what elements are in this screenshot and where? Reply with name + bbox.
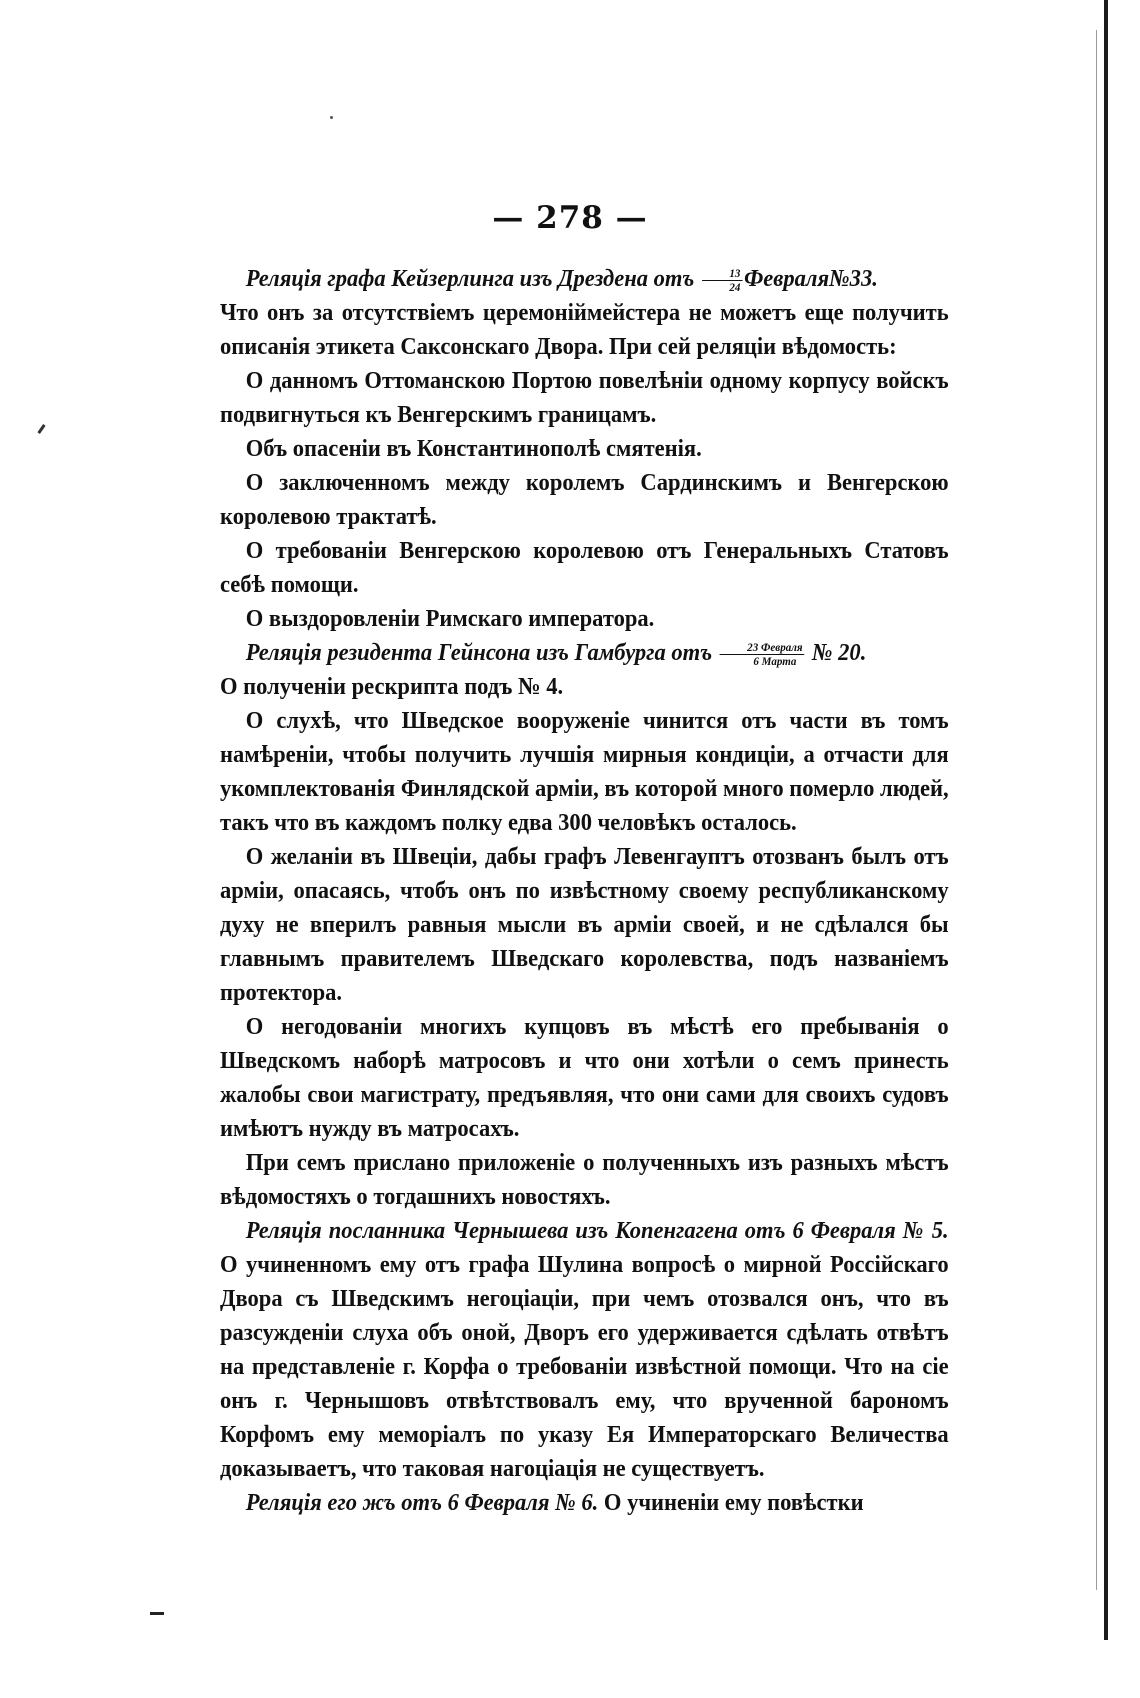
entry-3 xyxy=(220,1214,949,1486)
entry-1-title-end: Февраля№33. xyxy=(744,265,878,292)
entry-2-body: О полученіи рескрипта подъ № 4. xyxy=(220,673,564,700)
date-numerator: 23 Февраля xyxy=(720,641,805,655)
list-item: О заключенномъ между королемъ Сардинскимъ и Венгерскою королевою трактатѣ. xyxy=(220,469,949,530)
entry-2-title: Реляція резидента Гейнсона изъ Гамбурга отъ xyxy=(245,639,713,666)
entry-2-date-fraction xyxy=(720,641,805,668)
entry-4-title: Реляція его жъ отъ 6 Февраля xyxy=(245,1489,550,1516)
print-speck xyxy=(150,1612,164,1615)
entry-4-body: О учиненіи ему повѣстки xyxy=(603,1489,864,1516)
list-item: О данномъ Оттоманскою Портою повелѣніи одному корпусу войскъ подвигнуться къ Венгерскимъ границамъ. xyxy=(220,367,949,428)
list-item: При семъ прислано приложеніе о полученныхъ изъ разныхъ мѣстъ вѣдомостяхъ о тогдашнихъ новостяхъ. xyxy=(220,1149,949,1210)
entry-3-title: Реляція посланника Чернышева изъ Копенгагена отъ 6 Февраля xyxy=(245,1217,896,1244)
list-item: О желаніи въ Швеціи, дабы графъ Левенгауптъ отозванъ былъ отъ арміи, опасаясь, чтобъ онъ по извѣстному своему республиканскому духу не вперилъ равныя мысли въ арміи своей, и не сдѣлался бы главнымъ правителемъ Шведскаго королевства, подъ названіемъ протектора. xyxy=(220,843,949,1006)
list-item: О слухѣ, что Шведское вооруженіе чинится отъ части въ томъ намѣреніи, чтобы получить лучшія мирныя кондиціи, а отчасти для укомплектованія Финлядской арміи, въ которой много померло людей, такъ что въ каждомъ полку едва 300 человѣкъ осталось. xyxy=(220,707,949,836)
print-speck xyxy=(330,116,333,119)
entry-2 xyxy=(220,636,949,670)
page-edge-line xyxy=(1104,0,1108,1640)
print-speck xyxy=(37,424,45,434)
document-body xyxy=(220,262,949,1520)
list-item: О требованіи Венгерскою королевою отъ Генеральныхъ Статовъ себѣ помощи. xyxy=(220,537,949,598)
entry-1 xyxy=(220,262,949,296)
list-item: О выздоровленіи Римскаго императора. xyxy=(245,605,655,632)
date-numerator: 13 xyxy=(702,267,742,281)
list-item: О негодованіи многихъ купцовъ въ мѣстѣ его пребыванія о Шведскомъ наборѣ матросовъ и что они хотѣли о семъ принесть жалобы свои магистрату, предъявляя, что они сами для своихъ судовъ имѣютъ нужду въ матросахъ. xyxy=(220,1013,949,1142)
entry-3-body: О учиненномъ ему отъ графа Шулина вопросѣ о мирной Россійскаго Двора съ Шведскимъ негоціаціи, при чемъ отозвался онъ, что въ разсужденіи слуха объ оной, Дворъ его удерживается сдѣлать отвѣтъ на представленіе г. Корфа о требованіи извѣстной помощи. Что на сіе онъ г. Чернышовъ отвѣтствовалъ ему, что врученной барономъ Корфомъ ему меморіалъ по указу Ея Императорскаго Величества доказываетъ, что таковая нагоціація не существуетъ. xyxy=(220,1251,949,1482)
page-edge-shadow xyxy=(1096,30,1097,1590)
entry-4 xyxy=(220,1486,949,1520)
entry-4-number: № 6. xyxy=(555,1489,599,1516)
list-item: Объ опасеніи въ Константинополѣ смятенія. xyxy=(245,435,702,462)
page-number: — 278 — xyxy=(492,200,648,236)
entry-1-date-fraction xyxy=(702,267,742,294)
entry-1-title: Реляція графа Кейзерлинга изъ Дрездена отъ xyxy=(245,265,695,292)
date-denominator: 6 Марта xyxy=(753,653,797,668)
entry-1-body: Что онъ за отсутствіемъ церемоніймейстера не можетъ еще получить описанія этикета Саксонскаго Двора. При сей реляціи вѣдомость: xyxy=(220,299,949,360)
date-denominator: 24 xyxy=(729,279,741,294)
entry-2-number: № 20. xyxy=(811,639,867,666)
entry-3-number: № 5. xyxy=(902,1217,949,1244)
